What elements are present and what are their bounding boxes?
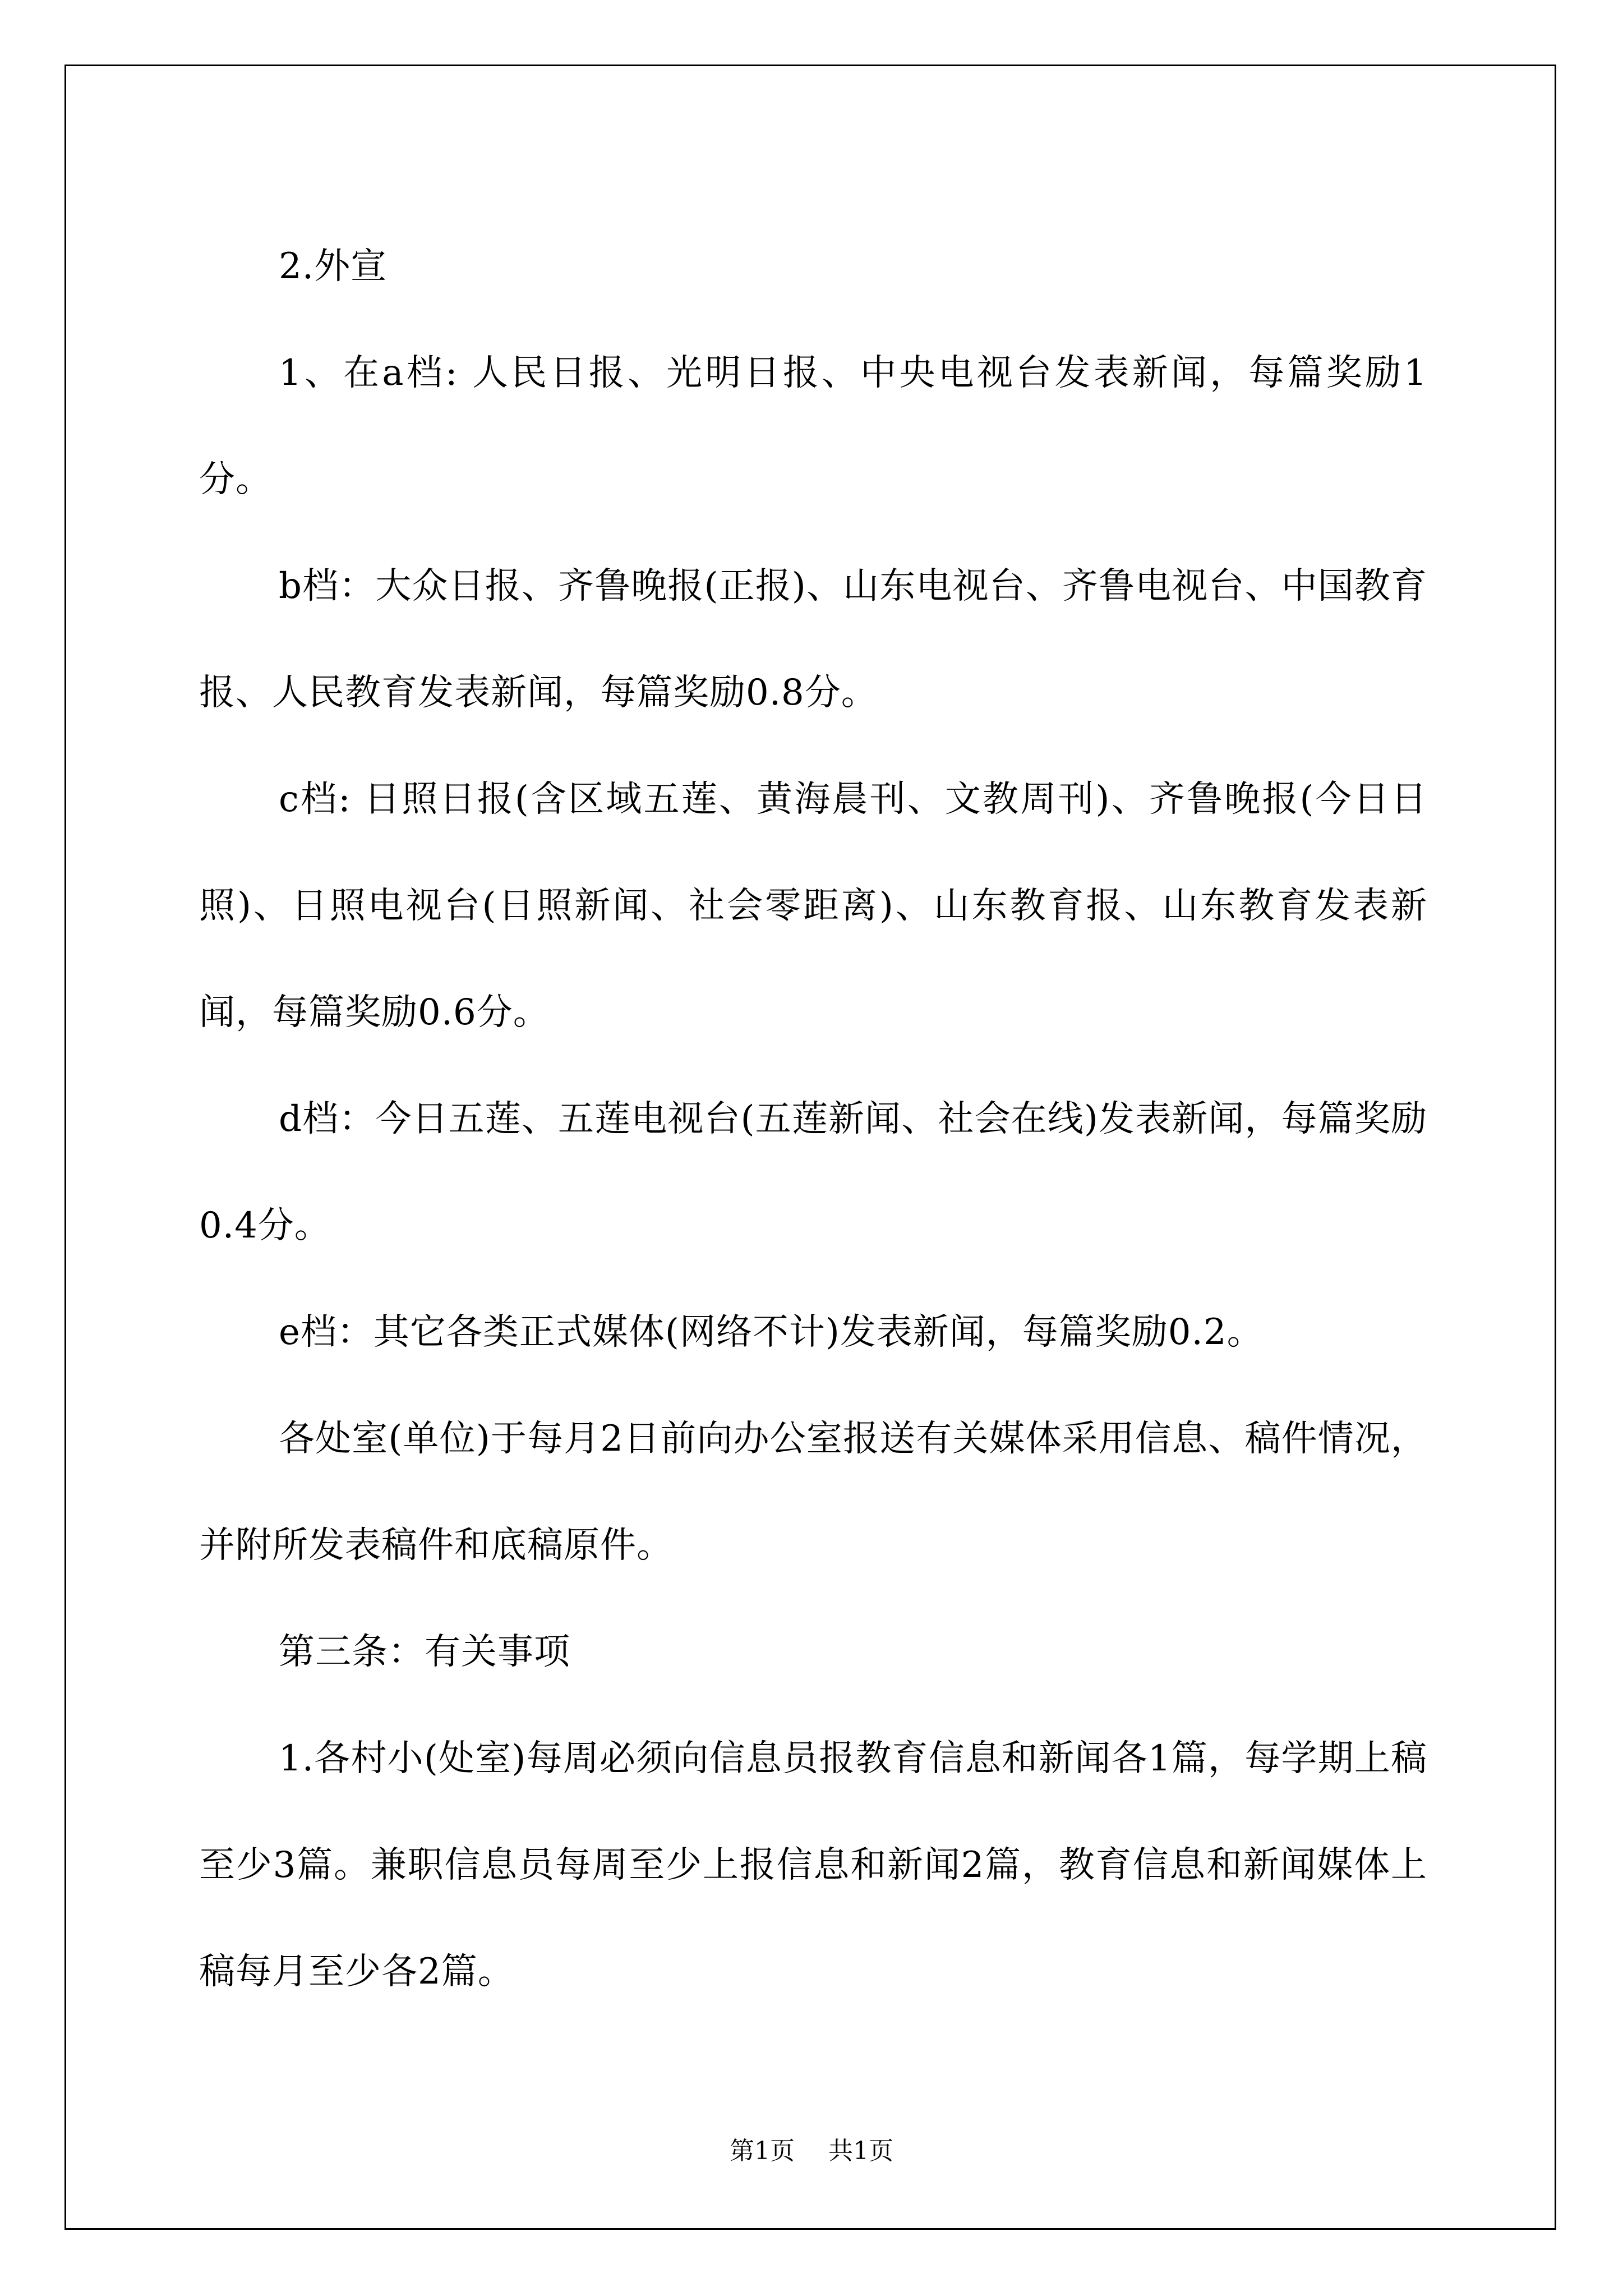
paragraph-tier-c: c档: 日照日报(含区域五莲、黄海晨刊、文教周刊)、齐鲁晚报(今日日照)、日照电视台(日照新闻、社会零距离)、山东教育报、山东教育发表新闻，每篇奖励0.6分。: [199, 779, 1427, 1033]
document-body: [199, 213, 1427, 2025]
paragraph-heading-external-publicity: 2.外宣: [279, 246, 388, 287]
page-footer: [0, 2134, 1623, 2168]
paragraph-tier-e: e档：其它各类正式媒体(网络不计)发表新闻，每篇奖励0.2。: [279, 1312, 1264, 1353]
page-number-total: 共1页: [828, 2137, 893, 2165]
paragraph-tier-b: b档：大众日报、齐鲁晚报(正报)、山东电视台、齐鲁电视台、中国教育报、人民教育发表新闻，每篇奖励0.8分。: [199, 565, 1427, 714]
paragraph-tier-d: d档：今日五莲、五莲电视台(五莲新闻、社会在线)发表新闻，每篇奖励0.4分。: [199, 1098, 1427, 1246]
paragraph-article-three-heading: 第三条：有关事项: [279, 1631, 570, 1673]
paragraph-reporting-rule: 各处室(单位)于每月2日前向办公室报送有关媒体采用信息、稿件情况，并附所发表稿件和底稿原件。: [199, 1418, 1427, 1566]
page-number-current: 第1页: [730, 2137, 795, 2165]
paragraph-tier-a: 1、在a档: 人民日报、光明日报、中央电视台发表新闻，每篇奖励1分。: [199, 352, 1427, 500]
paragraph-submission-requirements: 1.各村小(处室)每周必须向信息员报教育信息和新闻各1篇，每学期上稿至少3篇。兼职信息员每周至少上报信息和新闻2篇，教育信息和新闻媒体上稿每月至少各2篇。: [199, 1738, 1427, 1993]
